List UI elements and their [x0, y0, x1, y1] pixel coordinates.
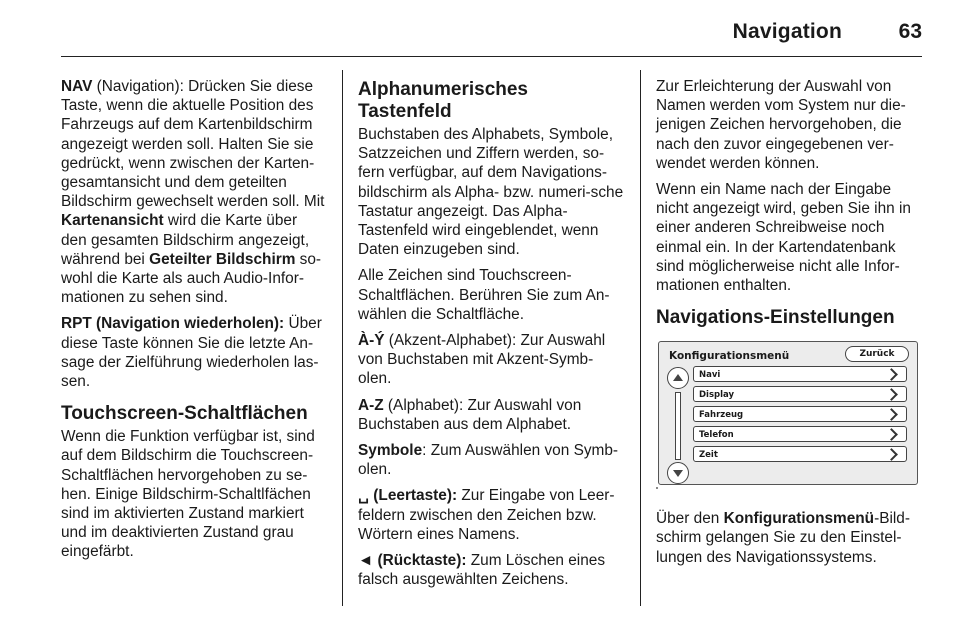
- menu-item-navi[interactable]: [693, 366, 907, 382]
- heading-alphanumeric: Alphanumerisches Tastenfeld: [358, 79, 528, 122]
- chevron-right-icon: [885, 428, 898, 441]
- term-backspace: ◄ (Rücktaste):: [358, 552, 467, 570]
- chevron-right-icon: [885, 388, 898, 401]
- text: (Alphabet): Zur Auswahl von Buchstaben aus dem Alphabet.: [358, 396, 582, 433]
- text: Über den: [656, 510, 724, 528]
- paragraph-selection: Zur Erleichterung der Auswahl von Namen werden vom System nur die-jenigen Zeichen hervorgehoben, die nach den zuvor eingegebenen ver-wendet werden können.: [656, 78, 906, 172]
- menu-item-label: Display: [699, 390, 735, 401]
- heading-touchscreen: Touchscreen-Schaltflächen: [61, 403, 308, 425]
- term-nav: NAV: [61, 78, 93, 95]
- chevron-right-icon: [885, 448, 898, 461]
- term-accent: À-Ý: [358, 332, 385, 350]
- paragraph-alpha-1: Buchstaben des Alphabets, Symbole, Satzzeichen und Ziffern werden, so-fern verfügbar, auf dem Navigations-bildschirm als Alpha- bzw. numeri-sche Tastatur angezeigt. Das Alpha-Tastenfeld wird eingeblendet, wenn Daten einzugeben sind.: [358, 126, 624, 259]
- config-screen: [658, 341, 918, 485]
- menu-item-label: Fahrzeug: [699, 410, 744, 421]
- paragraph-name-not-found: Wenn ein Name nach der Eingabe nicht angezeigt wird, geben Sie ihn in einer anderen Schreibweise noch einmal ein. In der Kartendatenbank sind möglicherweise nicht alle Infor-mationen enthalten.: [656, 181, 911, 295]
- config-menu-screenshot: [656, 341, 918, 491]
- term-symbole: Symbole: [358, 442, 423, 460]
- text: Zum Löschen eines falsch ausgewählten Zeichens.: [358, 552, 606, 589]
- text: wird die Karte über den gesamten Bildschirm angezeigt, während bei: [61, 212, 310, 268]
- chevron-right-icon: [885, 368, 898, 381]
- menu-item-label: Navi: [699, 370, 721, 381]
- menu-item-telefon[interactable]: [693, 426, 907, 442]
- config-menu-title: Konfigurationsmenü: [669, 350, 790, 363]
- paragraph-accent: [358, 331, 624, 389]
- paragraph-touchscreen: Wenn die Funktion verfügbar ist, sind auf dem Bildschirm die Touchscreen-Schaltflächen hervorgehoben zu se-hen. Einige Bildschirm-Schaltlfächen sind im aktivierten Zustand markiert und im deaktivierten Zustand grau eingefärbt.: [61, 428, 315, 561]
- term-geteilter-bildschirm: Geteilter Bildschirm: [149, 250, 296, 268]
- heading-nav-settings: Navigations-Einstellungen: [656, 307, 895, 329]
- text: (Navigation): Drücken Sie diese Taste, wenn die aktuelle Position des Fahrzeugs auf dem Kartenbildschirm angezeigt werden soll. Halten Sie sie gedrückt, wenn zwischen der Karten-gesamtansicht und dem geteilten Bildschirm gewechselt werden soll. Mit: [61, 78, 325, 211]
- paragraph-nav: [61, 77, 326, 307]
- menu-item-display[interactable]: [693, 386, 907, 402]
- scrollbar[interactable]: [675, 392, 681, 460]
- page-number: 63: [898, 20, 922, 43]
- term-space: ␣ (Leertaste):: [358, 487, 458, 505]
- column-divider: [640, 70, 641, 606]
- menu-item-label: Zeit: [699, 450, 718, 461]
- paragraph-config-menu: [656, 509, 922, 567]
- menu-item-fahrzeug[interactable]: [693, 406, 907, 422]
- menu-item-label: Telefon: [699, 430, 734, 441]
- column-right: [656, 77, 922, 574]
- paragraph-backspace: [358, 551, 624, 589]
- column-divider: [342, 70, 343, 606]
- term-kartenansicht: Kartenansicht: [61, 212, 164, 230]
- paragraph-alpha-2: Alle Zeichen sind Touchscreen-Schaltflächen. Berühren Sie zum An-wählen die Schaltfläche.: [358, 267, 610, 323]
- page-header: [0, 0, 960, 52]
- text: : Zum Auswählen von Symb-olen.: [358, 442, 619, 479]
- dot-mark: [656, 487, 658, 489]
- text: -Bild-schirm gelangen Sie zu den Einstel-lungen des Navigationssystems.: [656, 510, 910, 566]
- chevron-right-icon: [885, 408, 898, 421]
- page-title: Navigation: [732, 20, 842, 43]
- text: Zur Eingabe von Leer-feldern zwischen den Zeichen bzw. Wörtern eines Namens.: [358, 487, 615, 543]
- text: (Akzent-Alphabet): Zur Auswahl von Buchstaben mit Akzent-Symb-olen.: [358, 332, 606, 388]
- text: so-wohl die Karte als auch Audio-Infor-mationen zu sehen sind.: [61, 250, 322, 307]
- column-left: [61, 77, 326, 569]
- scroll-up-icon[interactable]: [667, 367, 689, 389]
- term-az: A-Z: [358, 396, 384, 414]
- menu-item-zeit[interactable]: [693, 446, 907, 462]
- paragraph-rpt: [61, 314, 326, 391]
- term-konfigurationsmenue: Konfigurationsmenü: [723, 510, 875, 528]
- paragraph-az: [358, 396, 624, 434]
- term-rpt: RPT (Navigation wiederholen):: [61, 315, 285, 333]
- back-button[interactable]: Zurück: [845, 346, 909, 362]
- scroll-down-icon[interactable]: [667, 462, 689, 484]
- paragraph-symbole: [358, 441, 624, 479]
- text: Über diese Taste können Sie die letzte An-sage der Zielführung wiederholen las-sen.: [61, 315, 322, 391]
- header-rule: [61, 56, 922, 57]
- paragraph-space: [358, 486, 624, 544]
- column-middle: [358, 77, 624, 596]
